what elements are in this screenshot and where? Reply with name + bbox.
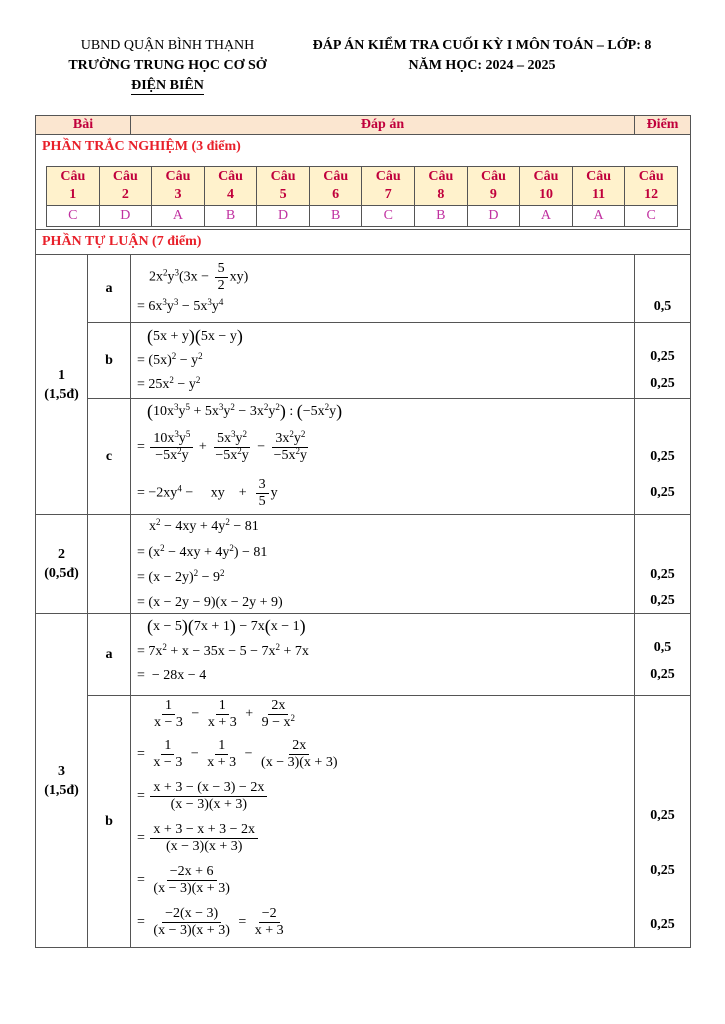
problem-2-label: 2 (0,5đ)	[36, 515, 88, 614]
mcq-question: Câu 5	[257, 167, 310, 206]
score-3b: 0,25 0,25 0,25	[635, 696, 691, 948]
mcq-answer: C	[47, 206, 100, 227]
school-name-line1: TRƯỜNG TRUNG HỌC CƠ SỞ	[68, 58, 267, 73]
mcq-question: Câu 10	[520, 167, 573, 206]
mcq-answer: A	[152, 206, 205, 227]
mcq-question: Câu 1	[47, 167, 100, 206]
part-3a-label: a	[88, 614, 131, 696]
mcq-question: Câu 9	[467, 167, 520, 206]
score-1b: 0,25 0,25	[635, 323, 691, 399]
mcq-question: Câu 7	[362, 167, 415, 206]
solution-1a: $2x^2y^3(3x$ − $\frac{5}{2}$ xy) = $6x^3y^3 - 5x^3y^4$	[131, 255, 635, 323]
mcq-section-title: PHẦN TRẮC NGHIỆM (3 điểm)	[42, 139, 241, 154]
mcq-answer: B	[415, 206, 468, 227]
mcq-answer: A	[520, 206, 573, 227]
mcq-answer-row	[47, 206, 678, 227]
mcq-question: Câu 8	[415, 167, 468, 206]
school-name-line2: ĐIỆN BIÊN	[131, 78, 204, 93]
mcq-question: Câu 3	[152, 167, 205, 206]
mcq-answer: A	[572, 206, 625, 227]
exam-title	[282, 36, 682, 76]
essay-section-title: PHẦN TỰ LUẬN (7 điểm)	[36, 230, 691, 255]
mcq-answer: C	[625, 206, 678, 227]
part-3b-label: b	[88, 696, 131, 948]
score-3a: 0,5 0,25	[635, 614, 691, 696]
problem-3-label: 3 (1,5đ)	[36, 614, 88, 948]
problem-1-label: 1 (1,5đ)	[36, 255, 88, 515]
district-name: UBND QUẬN BÌNH THẠNH	[80, 38, 255, 53]
part-1c-label: c	[88, 399, 131, 515]
solution-2: $x^2 - 4xy + 4y^2 - 81$ = $(x^2 - 4xy + 4y^2) - 81$ = $(x - 2y)^2 - 9^2$ = (x − 2y − 9)(x − 2y + 9)	[131, 515, 635, 614]
solution-3b: $\frac{1}{x - 3}$ − $\frac{1}{x + 3}$ + $\frac{2x}{9 - x^2}$ = $\frac{1}{x - 3}$ − $\frac{1}{x + 3}$ − $\frac{2x}{(x - 3)(x + 3)}$ = $\frac{x + 3 - (x - 3) - 2x}{(x - 3)(x + 3)}$ = $\frac{x + 3 - x + 3 - 2x}{(x - 3)(x + 3)}$ = $\frac{-2x + 6}{(x - 3)(x + 3)}$ = $\frac{-2(x - 3)}{(x - 3)(x + 3)}$ = $\frac{-2}{x + 3}$	[131, 696, 635, 948]
part-2-blank	[88, 515, 131, 614]
mcq-answer: D	[99, 206, 152, 227]
mcq-answer: B	[204, 206, 257, 227]
part-1b-label: b	[88, 323, 131, 399]
mcq-answer: B	[309, 206, 362, 227]
header-bai: Bài	[36, 116, 131, 135]
table-header-row	[36, 116, 691, 135]
part-1a-label: a	[88, 255, 131, 323]
mcq-question: Câu 2	[99, 167, 152, 206]
mcq-answer: D	[257, 206, 310, 227]
mcq-question: Câu 12	[625, 167, 678, 206]
mcq-question: Câu 6	[309, 167, 362, 206]
exam-year: NĂM HỌC: 2024 – 2025	[408, 58, 556, 73]
school-header	[40, 36, 295, 96]
score-2: 0,25 0,25	[635, 515, 691, 614]
solution-3a: (x − 5)(7x + 1) − 7x(x − 1) = $7x^2 + x - 35x - 5 - 7x^2 + 7x$ = − 28x − 4	[131, 614, 635, 696]
mcq-question: Câu 4	[204, 167, 257, 206]
header-diem: Điểm	[635, 116, 691, 135]
mcq-answer-grid	[46, 166, 678, 227]
score-1c: 0,25 0,25	[635, 399, 691, 515]
solution-1b: (5x + y)(5x − y) = $(5x)^2 - y^2$ = $25x^2 - y^2$	[131, 323, 635, 399]
solution-1c: $(10x^3y^5 + 5x^3y^2 - 3x^2y^2)$ : $(-5x^2y)$ = $\frac{10x^3y^5}{-5x^2y}$ + $\frac{5x^3y^2}{-5x^2y}$ − $\frac{3x^2y^2}{-5x^2y}$ = $-2xy^4$ − xy + $\frac{3}{5}$ y	[131, 399, 635, 515]
score-1a: 0,5	[635, 255, 691, 323]
mcq-section	[36, 135, 691, 230]
answer-table	[35, 115, 691, 948]
mcq-answer: C	[362, 206, 415, 227]
header-dap-an: Đáp án	[131, 116, 635, 135]
mcq-question: Câu 11	[572, 167, 625, 206]
mcq-answer: D	[467, 206, 520, 227]
mcq-question-row	[47, 167, 678, 206]
exam-title-line1: ĐÁP ÁN KIỂM TRA CUỐI KỲ I MÔN TOÁN – LỚP: 8	[312, 38, 652, 53]
